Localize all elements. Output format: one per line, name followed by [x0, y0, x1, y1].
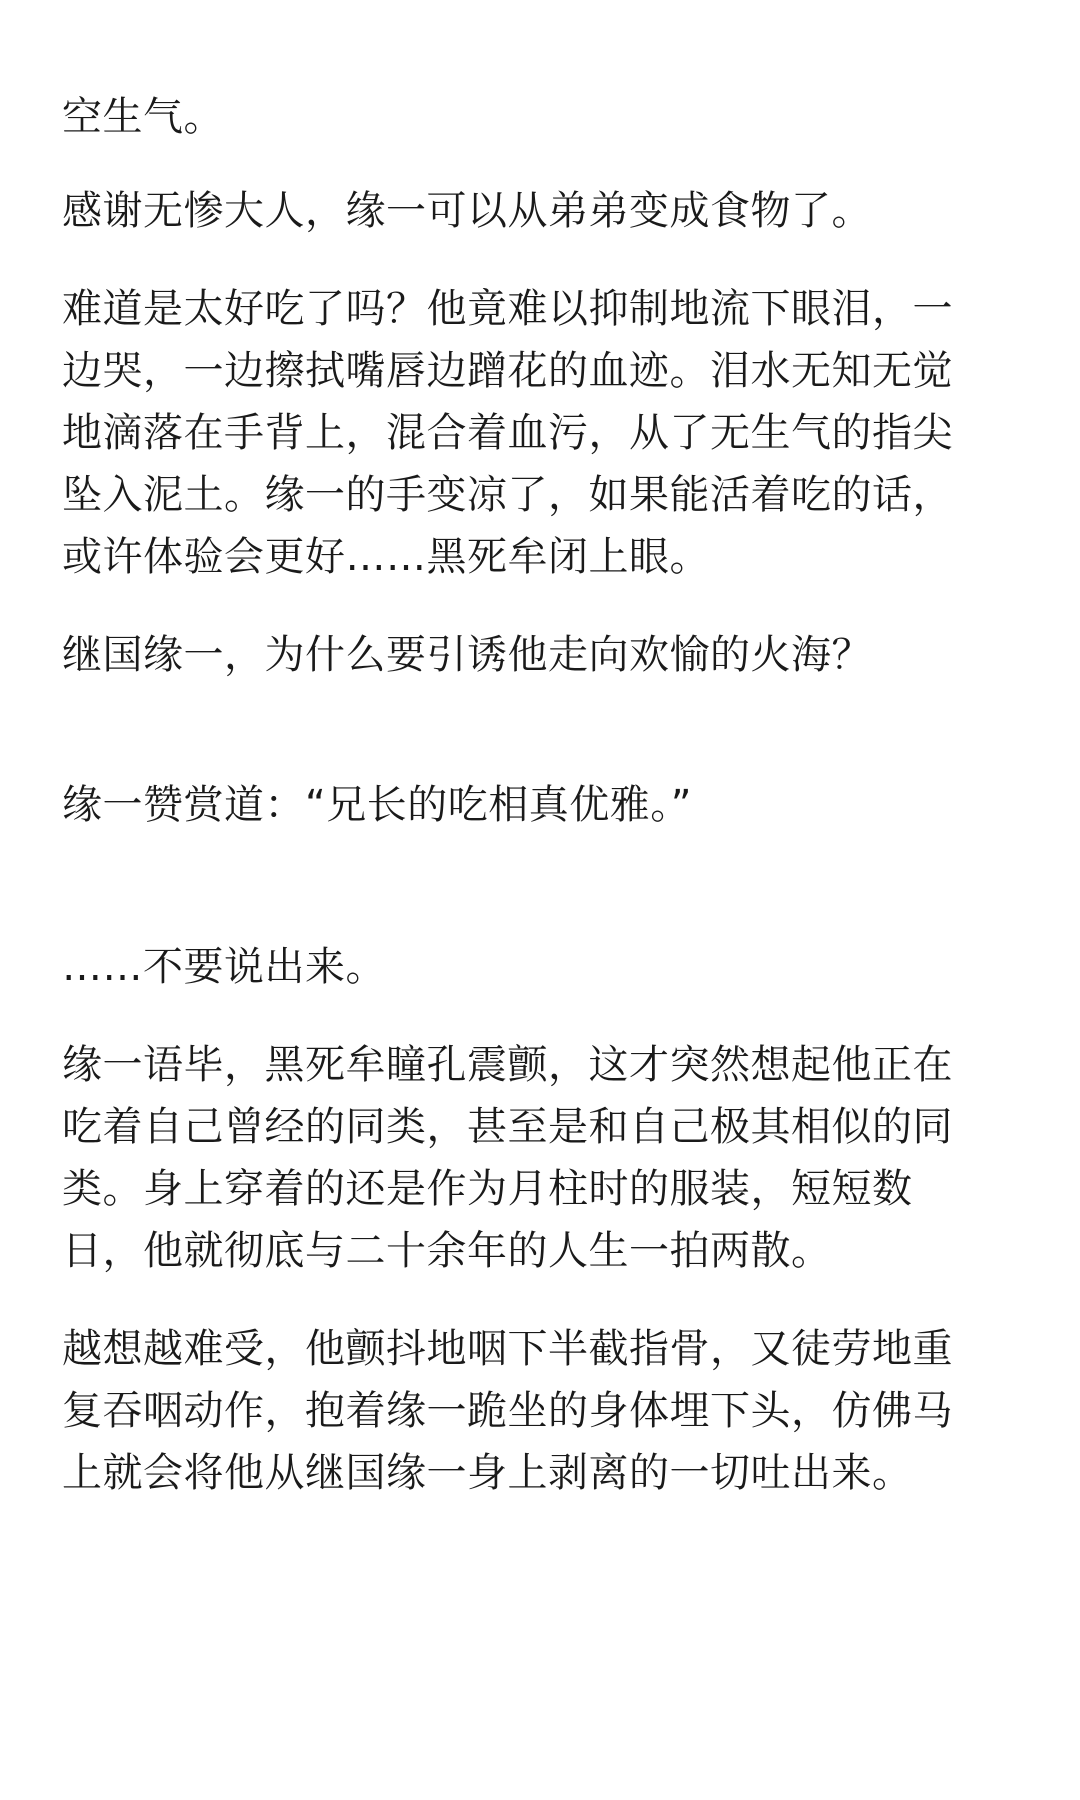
paragraph-2: 感谢无惨大人，缘一可以从弟弟变成食物了。 [62, 188, 872, 234]
paragraph-3: 难道是太好吃了吗？他竟难以抑制地流下眼泪，一 边哭，一边擦拭嘴唇边蹭花的血迹。泪水无知无觉 地滴落在手背上，混合着血污，从了无生气的指尖 坠入泥土。缘一的手变凉了，如果能活着吃的话， 或许体验会更好……黑死牟闭上眼。 [62, 286, 953, 580]
paragraph-5: 缘一赞赏道：“兄长的吃相真优雅。” [62, 782, 692, 828]
paragraph-6: ……不要说出来。 [62, 944, 386, 990]
paragraph-8: 越想越难受，他颤抖地咽下半截指骨，又徒劳地重 复吞咽动作，抱着缘一跪坐的身体埋下头，仿佛马 上就会将他从继国缘一身上剥离的一切吐出来。 [62, 1326, 953, 1496]
article-body [62, 86, 1022, 1504]
paragraph-4: 继国缘一，为什么要引诱他走向欢愉的火海？ [62, 632, 872, 678]
paragraph-1: 空生气。 [62, 94, 224, 140]
paragraph-7: 缘一语毕，黑死牟瞳孔震颤，这才突然想起他正在 吃着自己曾经的同类，甚至是和自己极其相似的同 类。身上穿着的还是作为月柱时的服装，短短数 日，他就彻底与二十余年的人生一拍两散。 [62, 1042, 953, 1274]
